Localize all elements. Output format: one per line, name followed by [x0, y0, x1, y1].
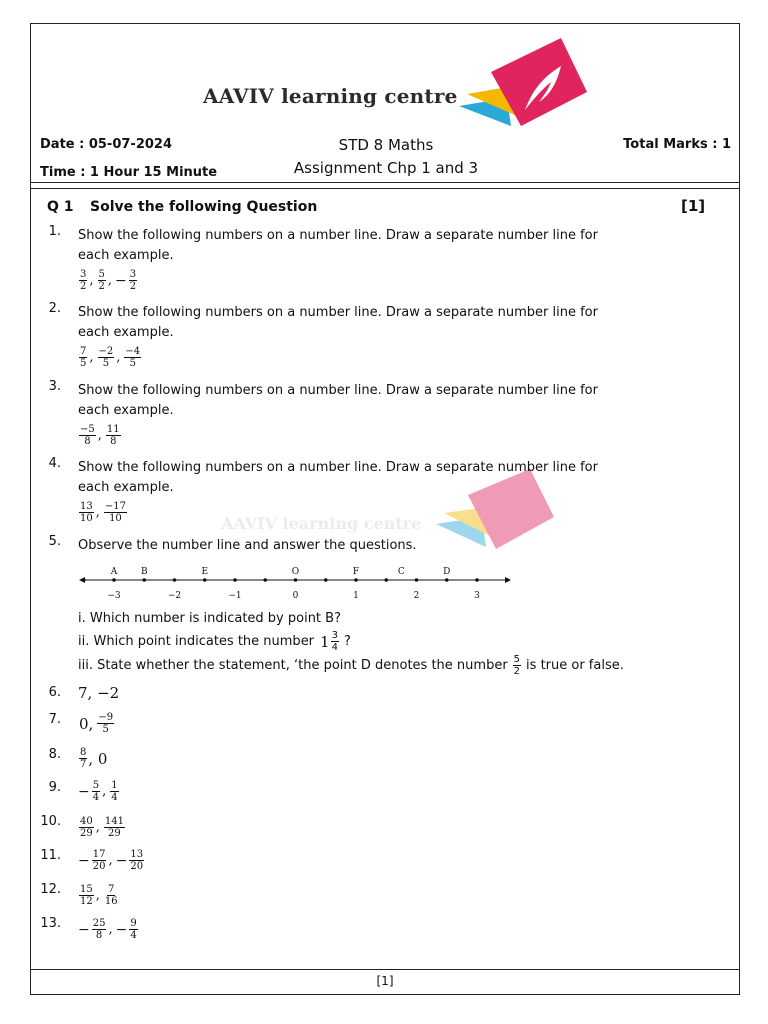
- assignment-title: Assignment Chp 1 and 3: [293, 159, 479, 177]
- denominator: 10: [80, 513, 93, 524]
- number-line-dot: [294, 578, 298, 582]
- tick-label: −3: [107, 591, 121, 601]
- q1-instruction-2: each example.: [78, 248, 174, 263]
- numerator: 3: [80, 269, 87, 280]
- number-line-dot: [112, 578, 116, 582]
- tick-label: 2: [413, 591, 420, 601]
- number-line: [79, 564, 519, 604]
- q10-number: 10.: [40, 814, 61, 829]
- q5-sub-ii-post: ?: [343, 633, 351, 649]
- comma: ,: [116, 350, 121, 365]
- q8-frac: $\frac{8}{7}$: [80, 747, 87, 770]
- q3-instruction-2: each example.: [78, 403, 174, 418]
- numerator: 7: [108, 884, 115, 895]
- number-line-dot: [415, 578, 419, 582]
- point-label: O: [291, 567, 300, 577]
- q5-text: Observe the number line and answer the questions.: [78, 538, 417, 553]
- denominator: 5: [102, 358, 110, 369]
- point-label: B: [140, 567, 148, 577]
- numerator: −17: [104, 501, 126, 512]
- minus-sign: −: [78, 852, 90, 869]
- denominator: 12: [80, 896, 93, 907]
- q8-tail: , 0: [88, 749, 108, 768]
- numerator: 5: [98, 269, 105, 280]
- point-label: A: [110, 567, 118, 577]
- denominator: 20: [130, 861, 144, 872]
- q5-sub-ii-text: ii. Which point indicates the number: [78, 633, 315, 649]
- number-line-dot: [354, 578, 358, 582]
- denominator: 29: [80, 828, 93, 839]
- time-label: Time : 1 Hour 15 Minute: [40, 165, 218, 180]
- subject-title: STD 8 Maths: [338, 136, 434, 154]
- numerator: 25: [92, 918, 106, 929]
- point-label: F: [352, 567, 360, 577]
- number-line-dot: [203, 578, 207, 582]
- numerator: 3: [129, 269, 137, 280]
- denominator: 4: [111, 792, 118, 803]
- q13-number: 13.: [40, 916, 61, 931]
- number-line-dot: [505, 578, 509, 582]
- denominator: 5: [129, 358, 136, 369]
- q8-number: 8.: [48, 747, 61, 762]
- page-number: [1]: [376, 974, 394, 988]
- q5-sub-iii-frac: $\frac{5}{2}$: [513, 654, 521, 677]
- denominator: 5: [80, 358, 87, 369]
- comma: ,: [89, 273, 94, 288]
- numerator: 1: [111, 780, 118, 791]
- comma: ,: [95, 505, 100, 520]
- q6-number: 6.: [48, 685, 61, 700]
- q5-sub-ii: [78, 630, 351, 653]
- comma: ,: [108, 922, 113, 937]
- q1-text: [78, 226, 638, 266]
- q12-number: 12.: [40, 882, 61, 897]
- fraction: [79, 424, 96, 447]
- q6-math: 7, −2: [78, 684, 120, 702]
- denominator: 16: [104, 896, 118, 907]
- minus-sign: −: [78, 783, 90, 800]
- comma: ,: [89, 350, 94, 365]
- q2-number: 2.: [48, 301, 61, 316]
- denominator: 8: [95, 930, 103, 941]
- date-label: Date : 05-07-2024: [40, 137, 172, 152]
- number-line-dot: [142, 578, 146, 582]
- q4-math: [78, 501, 128, 524]
- denominator: 2: [129, 281, 137, 292]
- fraction: [98, 346, 115, 369]
- fraction: [79, 346, 87, 369]
- numerator: −4: [125, 346, 141, 357]
- divider-footer: [31, 969, 739, 970]
- q1-math: [78, 269, 138, 292]
- section-title: Solve the following Question: [90, 199, 318, 215]
- q7-lead: 0,: [79, 714, 94, 733]
- q7-number: 7.: [48, 712, 61, 727]
- fraction: [92, 849, 107, 872]
- minus-sign: −: [115, 272, 127, 289]
- numerator: 13: [80, 501, 93, 512]
- number-line-dot: [475, 578, 479, 582]
- tick-label: 3: [474, 591, 480, 601]
- q5-sub-iii-text: iii. State whether the statement, ‘the point D denotes the number: [78, 657, 508, 673]
- tick-label: −2: [167, 591, 182, 601]
- section-marks: [1]: [681, 197, 706, 215]
- denominator: 4: [92, 792, 100, 803]
- numerator: 7: [80, 346, 87, 357]
- numerator: 17: [92, 849, 106, 860]
- numerator: 13: [130, 849, 144, 860]
- tick-label: −1: [228, 591, 242, 601]
- point-label: E: [201, 567, 209, 577]
- q2-text: [78, 303, 638, 343]
- comma: ,: [108, 853, 113, 868]
- q8-math: [78, 747, 107, 770]
- fraction: [129, 269, 137, 292]
- comma: ,: [107, 273, 113, 288]
- page-frame: [30, 23, 740, 995]
- comma: ,: [95, 888, 100, 903]
- q5-number: 5.: [48, 534, 61, 549]
- total-marks: Total Marks : 1: [623, 137, 731, 152]
- fraction: [104, 501, 127, 524]
- fraction: [92, 918, 107, 941]
- minus-sign: −: [78, 921, 90, 938]
- fraction: [79, 816, 94, 839]
- q4-instruction-2: each example.: [78, 480, 174, 495]
- q9-number: 9.: [48, 780, 61, 795]
- number-line-dot: [263, 578, 267, 582]
- number-line-dot: [384, 578, 388, 582]
- q5-sub-ii-frac: $\frac{3}{4}$: [331, 630, 338, 653]
- minus-sign: −: [115, 921, 128, 938]
- fraction: [92, 780, 100, 803]
- number-line-dot: [173, 578, 177, 582]
- numerator: 15: [80, 884, 93, 895]
- denominator: 10: [109, 513, 122, 524]
- denominator: 4: [130, 930, 137, 941]
- fraction: [110, 780, 118, 803]
- comma: ,: [102, 784, 107, 799]
- q2-instruction-2: each example.: [78, 325, 174, 340]
- q9-math: [78, 780, 120, 803]
- q3-number: 3.: [48, 379, 61, 394]
- numerator: −2: [98, 346, 114, 357]
- fraction: [98, 269, 106, 292]
- fraction: [106, 424, 121, 447]
- q3-text: [78, 381, 638, 421]
- fraction: [104, 884, 119, 907]
- number-line-dot: [445, 578, 449, 582]
- point-label: C: [397, 567, 405, 577]
- q4-instruction: Show the following numbers on a number line. Draw a separate number line for: [78, 460, 598, 475]
- q7-math: [78, 712, 115, 735]
- q11-math: [78, 849, 145, 872]
- minus-sign: −: [115, 852, 128, 869]
- numerator: 40: [80, 816, 93, 827]
- fraction: [104, 816, 125, 839]
- brand-logo: [441, 36, 601, 146]
- divider-top-2: [31, 188, 739, 189]
- fraction: [79, 884, 94, 907]
- q3-math: [78, 424, 122, 447]
- q1-number: 1.: [48, 224, 61, 239]
- number-line-dot: [324, 578, 328, 582]
- section-label: Q 1: [47, 199, 74, 215]
- q10-math: [78, 816, 126, 839]
- numerator: 5: [92, 780, 100, 791]
- q12-math: [78, 884, 120, 907]
- q13-math: [78, 918, 139, 941]
- q4-number: 4.: [48, 456, 61, 471]
- denominator: 8: [84, 436, 91, 447]
- q2-instruction: Show the following numbers on a number line. Draw a separate number line for: [78, 305, 598, 320]
- denominator: 2: [80, 281, 87, 292]
- numerator: 141: [104, 816, 124, 827]
- q4-text: [78, 458, 638, 498]
- tick-label: 1: [353, 591, 359, 601]
- fraction: [129, 849, 144, 872]
- denominator: 29: [108, 828, 121, 839]
- fraction: [129, 918, 137, 941]
- q5-sub-i: i. Which number is indicated by point B?: [78, 611, 341, 626]
- denominator: 8: [110, 436, 117, 447]
- denominator: 20: [92, 861, 106, 872]
- fraction: [124, 346, 141, 369]
- divider-top-1: [31, 182, 739, 183]
- q7-frac: $\frac{-9}{5}$: [98, 712, 114, 735]
- point-label: D: [443, 567, 451, 577]
- q3-instruction: Show the following numbers on a number line. Draw a separate number line for: [78, 383, 598, 398]
- numerator: −5: [80, 424, 95, 435]
- number-line-dot: [233, 578, 237, 582]
- tick-label: 0: [292, 591, 299, 601]
- q11-number: 11.: [40, 848, 61, 863]
- q5-sub-iii-post: is true or false.: [526, 657, 624, 673]
- comma: ,: [95, 820, 100, 835]
- fraction: [79, 501, 94, 524]
- comma: ,: [97, 428, 102, 443]
- fraction: [79, 269, 87, 292]
- denominator: 2: [98, 281, 105, 292]
- brand-name: AAVIV learning centre: [203, 84, 458, 108]
- number-line-dot: [82, 578, 86, 582]
- q5-sub-ii-whole: 1: [320, 632, 330, 651]
- watermark-text: AAVIV learning centre: [221, 514, 422, 533]
- q1-instruction: Show the following numbers on a number line. Draw a separate number line for: [78, 228, 598, 243]
- q2-math: [78, 346, 142, 369]
- numerator: 9: [130, 918, 137, 929]
- q5-sub-iii: [78, 654, 624, 677]
- numerator: 11: [106, 424, 120, 435]
